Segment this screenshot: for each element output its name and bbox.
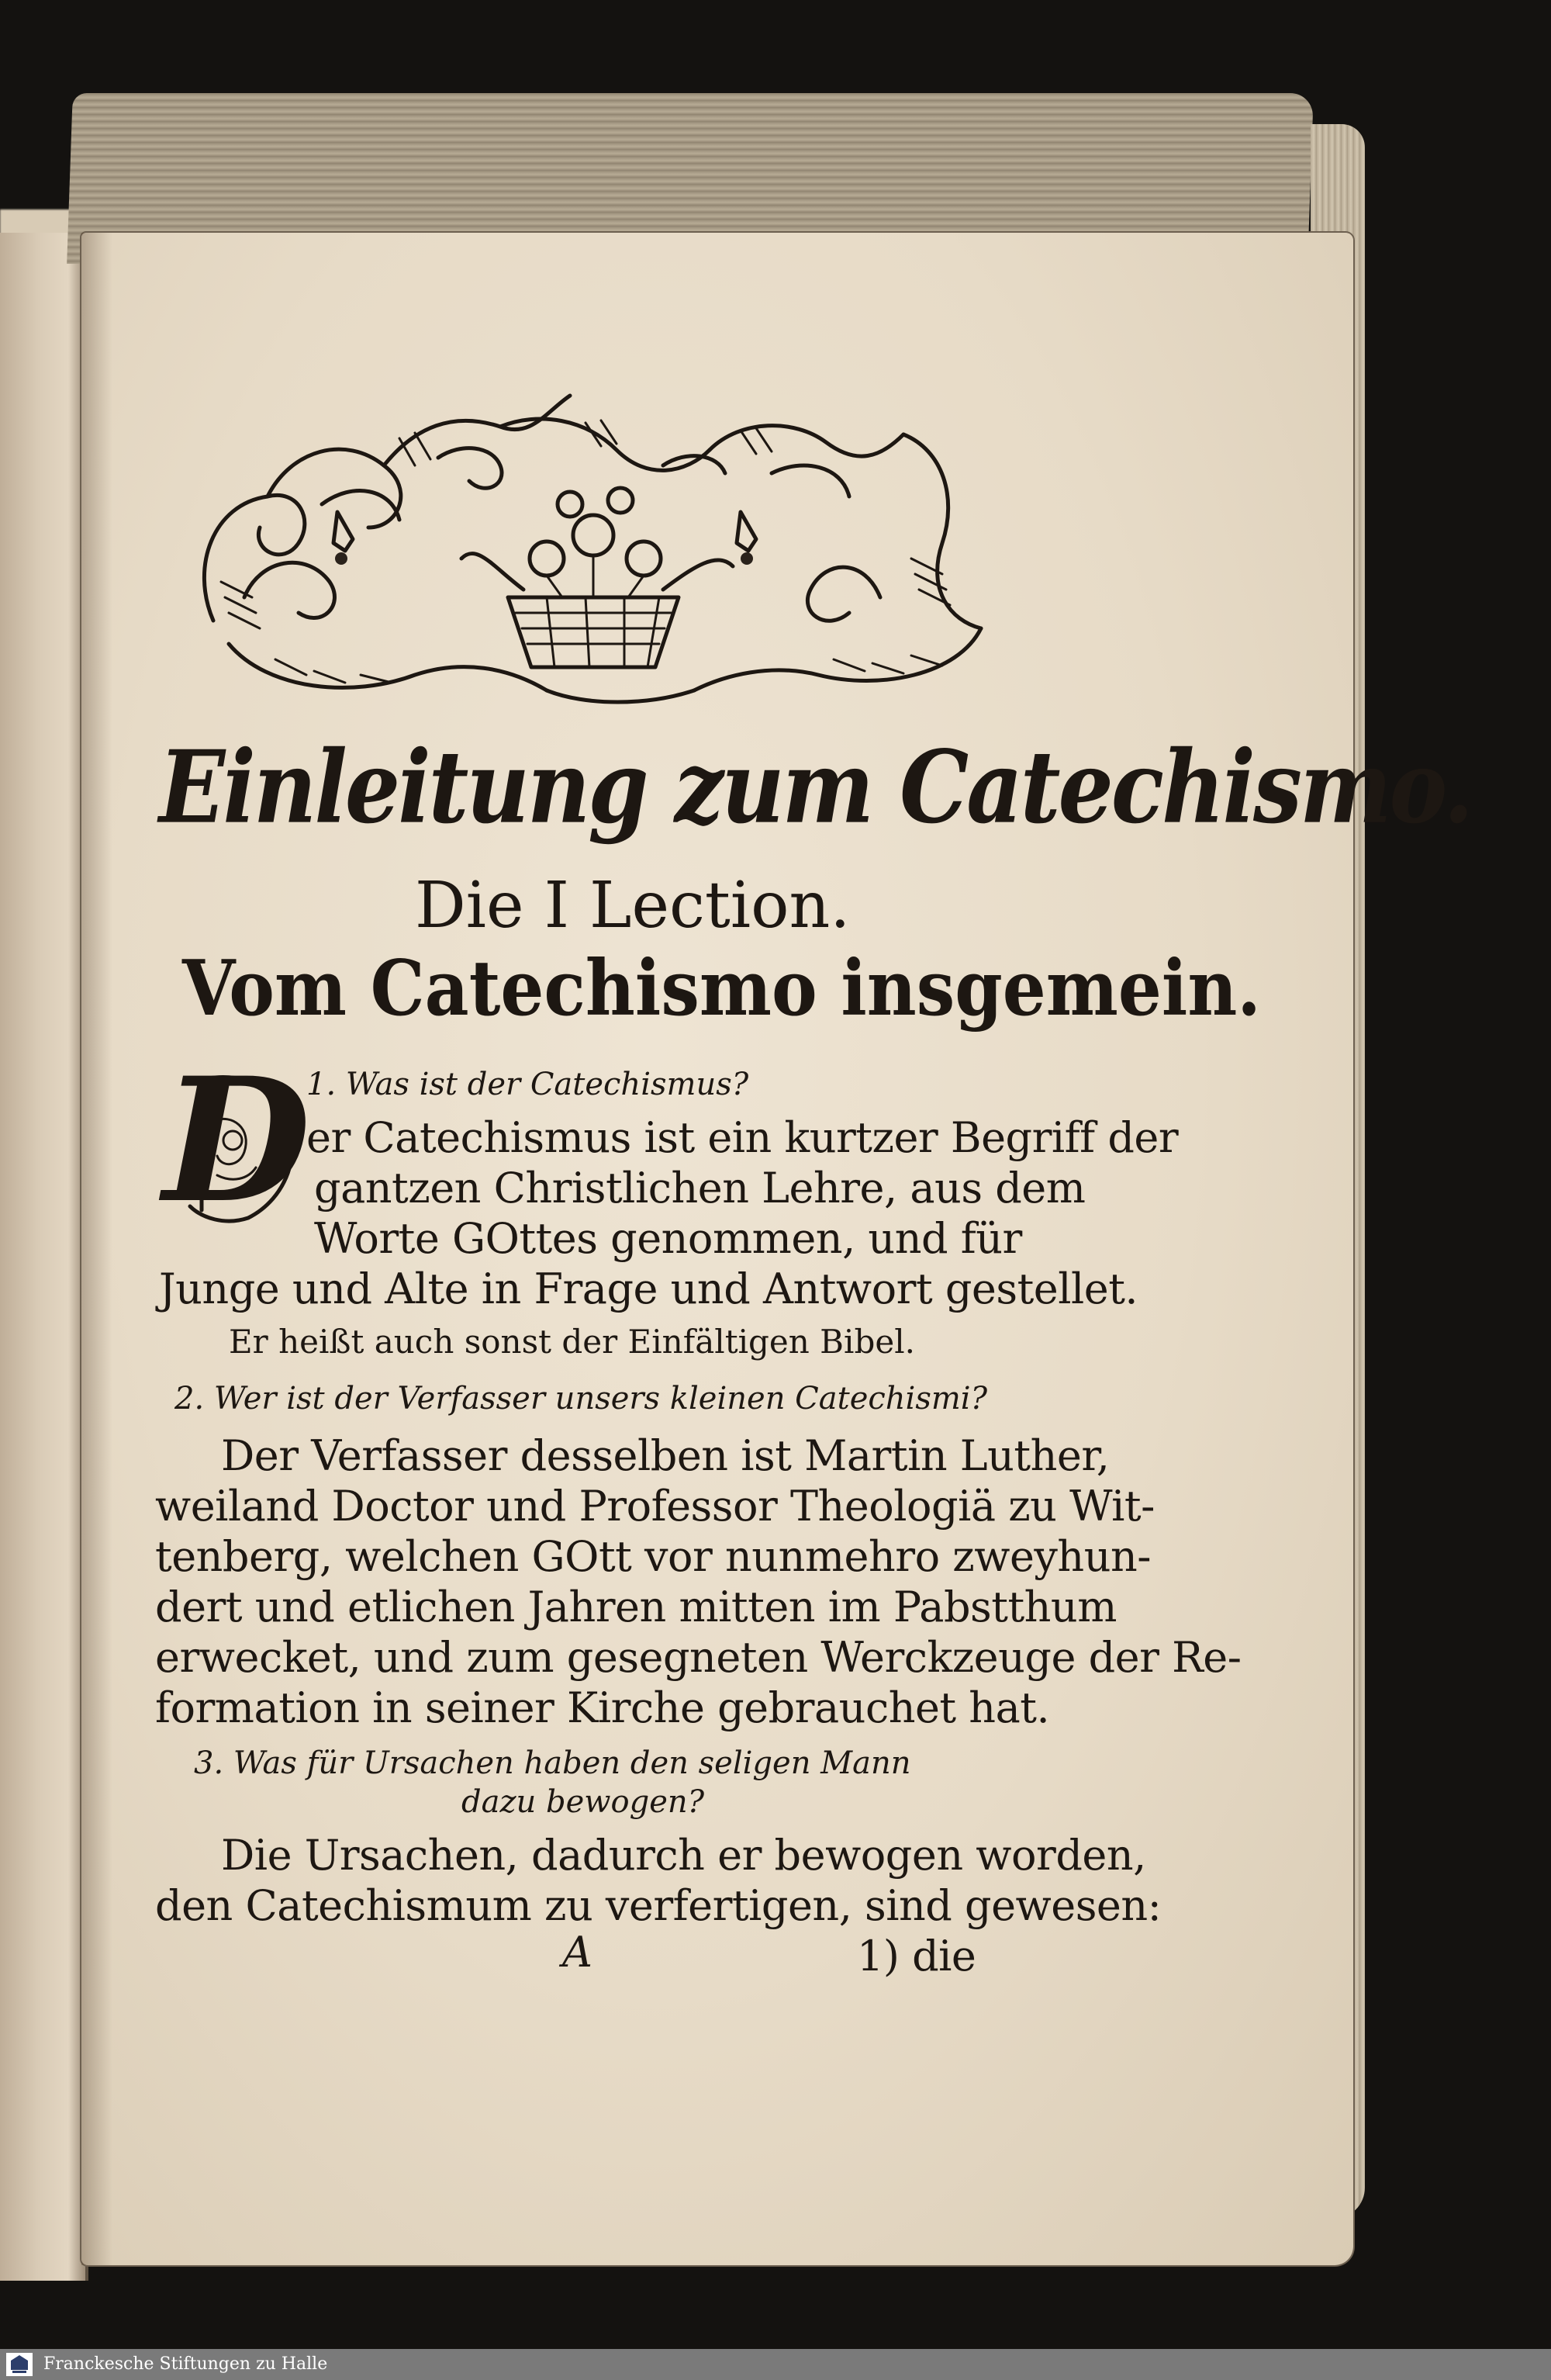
answer-1-line-3: Worte GOttes genommen, und für	[314, 1214, 1022, 1263]
chapter-title: Einleitung zum Catechismo.	[159, 729, 1472, 846]
previous-leaf-edge	[0, 233, 88, 2281]
answer-2-line-5: erwecket, und zum gesegneten Werckzeuge der Re-	[155, 1633, 1242, 1682]
lesson-heading: Die I Lection.	[415, 869, 851, 943]
question-2: 2. Wer ist der Verfasser unsers kleinen Catechismi?	[174, 1381, 988, 1417]
dropcap-letter: D	[163, 1040, 311, 1240]
answer-1-line-1: er Catechismus ist ein kurtzer Begriff der	[306, 1113, 1179, 1162]
question-3-line-1: 3. Was für Ursachen haben den seligen Mann	[194, 1745, 911, 1781]
answer-1-note: Er heißt auch sonst der Einfältigen Bibel.	[229, 1323, 915, 1361]
answer-1-line-4: Junge und Alte in Frage und Antwort gestellet.	[159, 1264, 1138, 1313]
library-footer-bar	[0, 2349, 1551, 2380]
ornamental-headpiece	[182, 365, 1004, 721]
library-logo-icon	[6, 2353, 33, 2376]
answer-2-line-2: weiland Doctor und Professor Theologiä zu Wit-	[155, 1482, 1155, 1531]
question-3-line-2: dazu bewogen?	[461, 1784, 705, 1820]
library-credit: Franckesche Stiftungen zu Halle	[43, 2354, 328, 2374]
catchword: 1) die	[857, 1932, 976, 1980]
lesson-subtitle: Vom Catechismo insgemein.	[182, 943, 1261, 1033]
answer-1-line-2: gantzen Christlichen Lehre, aus dem	[314, 1164, 1086, 1212]
answer-2-line-4: dert und etlichen Jahren mitten im Pabstthum	[155, 1583, 1117, 1631]
question-1: 1. Was ist der Catechismus?	[306, 1067, 749, 1102]
signature-mark: A	[562, 1928, 592, 1977]
answer-2-line-3: tenberg, welchen GOtt vor nunmehro zweyhun-	[155, 1532, 1151, 1581]
answer-3-line-2: den Catechismum zu verfertigen, sind gewesen:	[155, 1881, 1162, 1930]
page-gutter-shadow	[81, 233, 112, 2265]
answer-2-line-6: formation in seiner Kirche gebrauchet hat.	[155, 1683, 1050, 1732]
book-page	[81, 233, 1472, 2265]
answer-2-line-1: Der Verfasser desselben ist Martin Luther,	[221, 1431, 1110, 1480]
answer-3-line-1: Die Ursachen, dadurch er bewogen worden,	[221, 1831, 1146, 1880]
